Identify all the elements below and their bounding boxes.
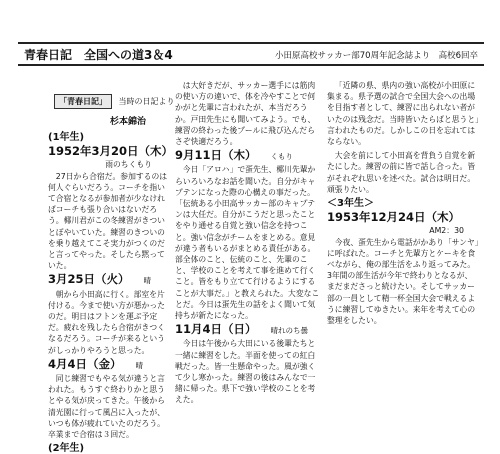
- entry-weather: 晴: [135, 360, 144, 370]
- entry-text: 今日「アロハ」で蛋先生、椰川先輩からいろいろなお話を聞いた。自分がキャプテンになった際の心構えの事だった。「伝統ある小田高サッカー部のキャプテンは大任だ。自分がこうだと思ったことをやり通せる自覚と強い信念を持つこと。強い信念がチームをまとめる。意見が違う者もいるがまとめる責任がある。部全体のこと、伝統のこと、先輩のこと、学校のことを考えて事を進めて行くこと。皆をもり立てて行けるようにすることが大事だ。」と教えられた。大変なことだ。今日は蛋先生の話をよく聞いて気持ちが新たになった。: [175, 165, 320, 321]
- year-heading: (1年生): [48, 132, 85, 143]
- entry-date-text: 4月4日（金）: [48, 356, 122, 371]
- entry-text: 今日は午後から大田にいる後輩たちと一緒に練習をした。半面を使っての紅白戦だった。皆一生懸命やった。風が強くて少し寒かった。練習の後はみんなで一緒に帰った。県下で強い学校のことを考えた。: [175, 339, 316, 405]
- entry-date: 1952年3月20日（木）: [48, 144, 174, 159]
- year-heading: ＜3年生＞: [327, 198, 374, 210]
- entry-date: 1953年12月24日（木）: [327, 210, 461, 225]
- intro-line: [54, 94, 175, 109]
- author-name: 杉本錦治: [110, 117, 147, 127]
- paragraph: は大好きだが、サッカー選手には筋肉の使い方の違いで、体を冷やすことで何かがと先輩に言われたが、本当だろうか。戸田先生にも聞いてみよう。でも、練習の終わった後プールに飛び込んだらさぞ快適だろう。: [175, 81, 316, 147]
- entry-weather: 雨のちくもり: [105, 160, 152, 170]
- entry-date-text: 9月11日（木）: [175, 148, 257, 163]
- page-title: 青春日記 全国への道3＆4: [24, 48, 173, 62]
- page-subtitle: 小田原高校サッカー部70周年記念誌より 高校6回卒: [274, 51, 478, 61]
- entry-text: 同じ練習でもやる気が違うと言われた。もうすぐ終わりかと思うとやる気が戻ってきた。午後から清光園に行って風呂に入ったが、いつも体が疲れていたのだろう。卒業まで合宿は３回だ。: [48, 374, 165, 440]
- entry-weather: 晴れのち曇: [270, 326, 309, 336]
- entry-date-text: 3月25日（火）: [48, 272, 130, 287]
- column-1: [48, 130, 174, 454]
- entry-text: 朝から小田高に行く。部室を片付ける。今まで使い方が悪かったのだ。明日はフトンを運ぶ予定だ。疲れを残したら合宿がきつくなるだろう。コーチが来るというがしっかりやろうと思った。: [48, 289, 165, 355]
- entry-weather: くもり: [270, 152, 294, 162]
- header-banner: [18, 42, 484, 66]
- intro-note: 当時の日記より: [118, 97, 175, 106]
- entry-date: [175, 324, 320, 336]
- entry-text: 27日から合宿だ。参加するのは何人ぐらいだろう。コーチを指いて合宿となるが参加者が少なければコーチも張り合いはないだろう。椰川君がこの冬練習がきついとぼやいていた。練習のきついのを乗り越えてこそ実力がつくのだと言ってやった。そしたら黙っていた。: [48, 171, 168, 271]
- intro-label: 「青春日記」: [54, 94, 112, 109]
- entry-date: [175, 150, 320, 162]
- paragraph: 大会を前にして小田高を背負う自覚を新たにした。練習の前に皆で話し合った。皆がそれぞれ思いを述べた。試合は明日だ。頑張りたい。: [327, 151, 476, 194]
- entry-weather: 晴: [143, 276, 152, 286]
- entry-weather: AM2：30: [429, 226, 464, 236]
- entry-text: 今夜、蛋先生から電話がかあり「サンヤ」に呼ばれた。コーチと先輩方とケーキを食べながら、俺の部生活をふり返ってみた。3年間の部生活が今年で終わりとなるが、まだまださっと続けたい。そしてサッカー部の一員として精一杯全国大会で戦えるように練習してゆきたい。来年を考えて心の整理をしたい。: [327, 237, 479, 326]
- year-heading: (2年生): [48, 443, 85, 454]
- entry-date: [48, 356, 168, 371]
- column-2: [175, 80, 320, 435]
- entry-date: [48, 274, 168, 286]
- paragraph: 「近隣の県、県内の強い高校が小田原に集まる。県予選の試合で全国大会への出場を目指す者として、練習に出られない者がいたのは残念だ。当時皆いたらばと思うと」言われたものだ。しかしこの日を忘れてはならない。: [327, 81, 480, 147]
- column-3: [327, 80, 480, 435]
- entry-date-text: 11月4日（日）: [175, 322, 257, 337]
